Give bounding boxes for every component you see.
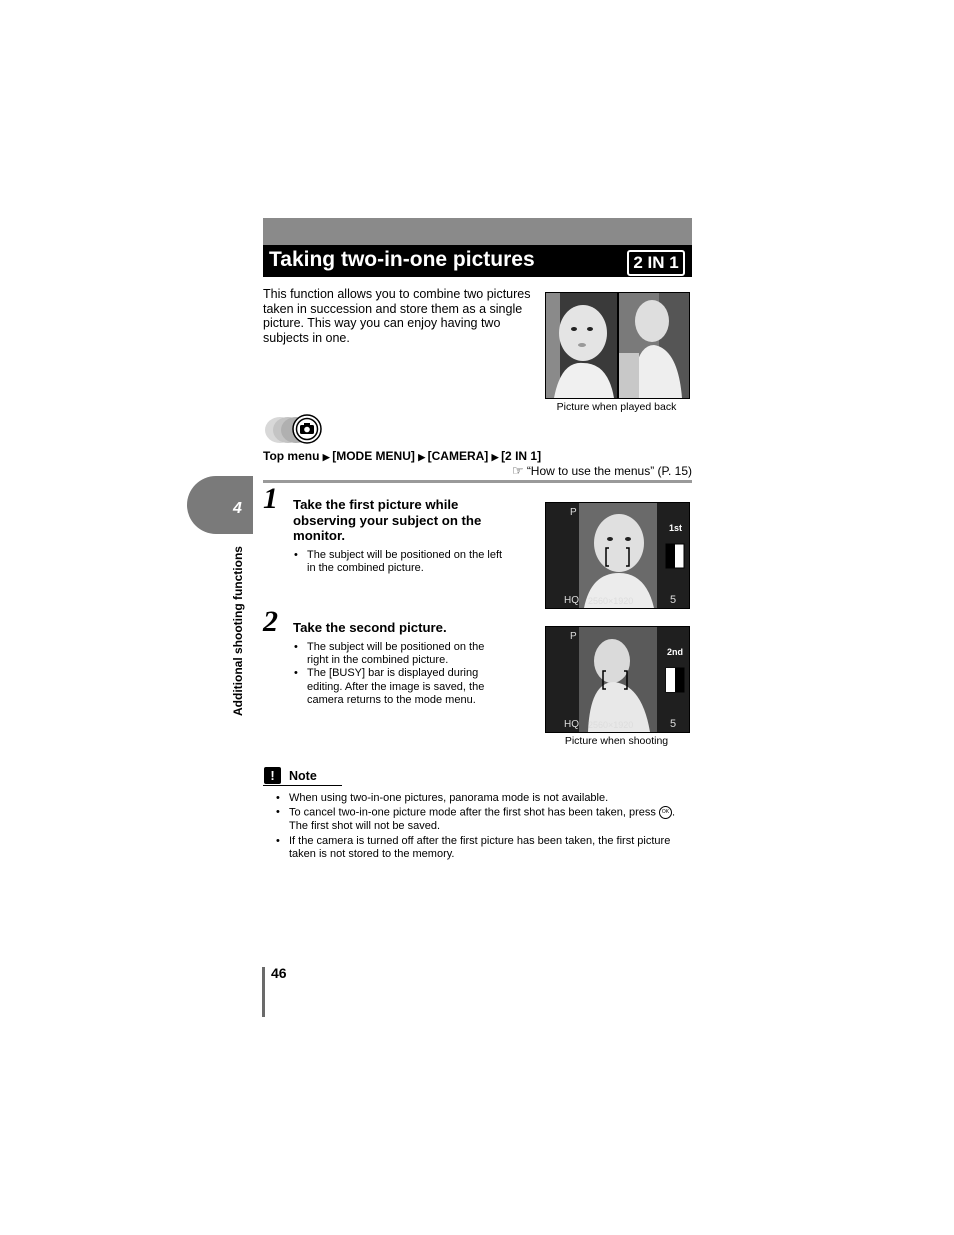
list-item: • The [BUSY] bar is displayed during editing. After the image is saved, the camera returns to the mode menu. [293, 667, 508, 707]
monitor-quality: HQ [564, 595, 579, 606]
step-bullets [293, 549, 508, 575]
camera-mode-icon [264, 414, 328, 444]
note-label: Note [289, 769, 317, 783]
monitor-resolution: 2560×1920 [588, 596, 634, 606]
monitor-illustration [546, 627, 689, 732]
page-number-bar [262, 967, 265, 1017]
step-title: Take the first picture while observing your subject on the monitor. [293, 497, 482, 543]
menu-arrow-icon: ▶ [491, 452, 502, 462]
note-exclamation-icon: ! [264, 767, 281, 784]
monitor-quality: HQ [564, 719, 579, 730]
monitor-screen-first [545, 502, 690, 609]
monitor-screen-second [545, 626, 690, 733]
header-band [263, 218, 692, 245]
step-number: 2 [263, 605, 278, 638]
baby-photo-illustration [546, 293, 689, 398]
chapter-label: Additional shooting functions [231, 546, 245, 716]
monitor-shot-label: 1st [669, 523, 683, 533]
note-underline [263, 785, 342, 786]
page-title: Taking two-in-one pictures [269, 248, 535, 271]
section-divider [263, 480, 692, 483]
menu-arrow-icon: ▶ [322, 452, 333, 462]
reference-hand-icon: ☞ [511, 463, 524, 478]
monitor-illustration [546, 503, 689, 608]
monitor-remaining: 5 [670, 718, 677, 730]
menu-reference-text: “How to use the menus” (P. 15) [526, 464, 692, 478]
monitor-remaining: 5 [670, 594, 677, 606]
step-number: 1 [263, 482, 278, 515]
menu-arrow-icon: ▶ [418, 452, 428, 462]
list-item: • If the camera is turned off after the first picture has been taken, the first picture taken is not stored to the memory. [276, 835, 692, 862]
note-text: . The first shot will not be saved. [289, 806, 675, 833]
list-item [276, 806, 692, 833]
combined-photo [545, 292, 690, 399]
menu-reference [512, 463, 692, 479]
monitor-shot-label: 2nd [667, 647, 684, 657]
list-item: • The subject will be positioned on the right in the combined picture. [293, 641, 508, 667]
page-number: 46 [271, 965, 287, 981]
mode-badge: 2 IN 1 [627, 250, 685, 276]
monitor-mode: P [570, 631, 577, 642]
menu-path-item: [2 IN 1] [501, 449, 542, 463]
list-item: • When using two-in-one pictures, panorama mode is not available. [276, 792, 692, 805]
step-bullets [293, 641, 508, 707]
intro-text: This function allows you to combine two pictures taken in succession and store them as a single picture. This way you can enjoy having two subjects in one. [263, 287, 531, 345]
step-title: Take the second picture. [293, 620, 447, 635]
caption-played-back: Picture when played back [556, 401, 677, 413]
note-text: To cancel two-in-one picture mode after the first shot has been taken, press [289, 806, 656, 819]
menu-path [263, 449, 541, 463]
caption-shooting: Picture when shooting [564, 735, 669, 747]
monitor-mode: P [570, 507, 577, 518]
list-item: • The subject will be positioned on the left in the combined picture. [293, 549, 508, 575]
note-list [276, 792, 692, 862]
menu-path-item: [CAMERA] [427, 449, 489, 463]
monitor-resolution: 2560×1920 [588, 720, 634, 730]
chapter-number: 4 [233, 500, 242, 517]
ok-button-icon: OK [659, 806, 672, 819]
menu-path-item: Top menu [263, 449, 320, 463]
menu-path-item: [MODE MENU] [332, 449, 415, 463]
